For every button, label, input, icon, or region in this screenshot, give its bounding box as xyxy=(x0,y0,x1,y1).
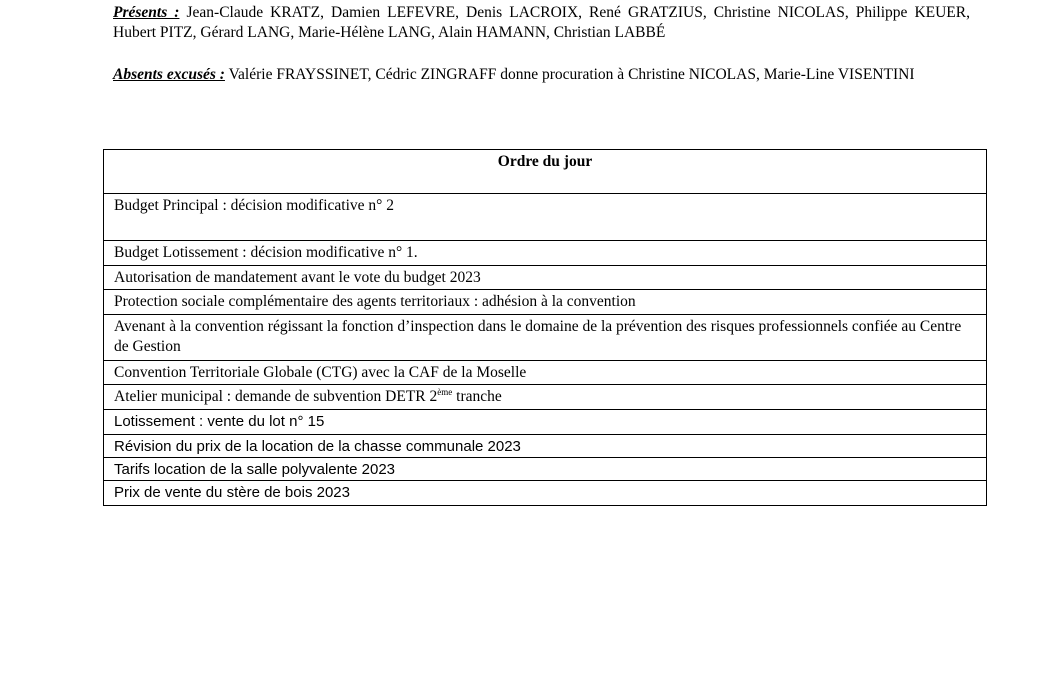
agenda-row xyxy=(104,290,987,315)
agenda-item-text: Atelier municipal : demande de subvention DETR 2 xyxy=(114,388,438,405)
agenda-row xyxy=(104,458,987,481)
agenda-row xyxy=(104,385,987,410)
agenda-item: Budget Lotissement : décision modificative n° 1. xyxy=(104,241,987,266)
agenda-row xyxy=(104,315,987,361)
agenda-item-text-end: tranche xyxy=(452,388,502,405)
agenda-header-row xyxy=(104,150,987,194)
agenda-row xyxy=(104,241,987,266)
attendees-present xyxy=(113,3,970,43)
agenda-header: Ordre du jour xyxy=(104,150,987,194)
absent-names: Valérie FRAYSSINET, Cédric ZINGRAFF donne procuration à Christine NICOLAS, Marie-Line VISENTINI xyxy=(228,66,915,83)
agenda-row xyxy=(104,435,987,458)
agenda-row xyxy=(104,410,987,435)
present-label: Présents : xyxy=(113,4,180,21)
attendees-absent xyxy=(113,65,970,85)
agenda-row xyxy=(104,194,987,241)
agenda-item: Tarifs location de la salle polyvalente 2023 xyxy=(104,458,987,481)
agenda-item: Autorisation de mandatement avant le vote du budget 2023 xyxy=(104,266,987,290)
agenda-item: Protection sociale complémentaire des agents territoriaux : adhésion à la convention xyxy=(104,290,987,315)
agenda-item: Révision du prix de la location de la chasse communale 2023 xyxy=(104,435,987,458)
ordinal-suffix: ème xyxy=(437,387,453,397)
agenda-table xyxy=(103,149,987,506)
agenda-row xyxy=(104,481,987,506)
agenda-item: Avenant à la convention régissant la fonction d’inspection dans le domaine de la prévention des risques professionnels confiée au Centre de Gestion xyxy=(104,315,987,361)
absent-label: Absents excusés : xyxy=(113,66,225,83)
agenda-item xyxy=(104,385,987,410)
agenda-item: Prix de vente du stère de bois 2023 xyxy=(104,481,987,506)
agenda-row xyxy=(104,361,987,385)
agenda-item: Budget Principal : décision modificative n° 2 xyxy=(104,194,987,241)
agenda-item: Convention Territoriale Globale (CTG) avec la CAF de la Moselle xyxy=(104,361,987,385)
agenda-item: Lotissement : vente du lot n° 15 xyxy=(104,410,987,435)
agenda-row xyxy=(104,266,987,290)
present-names: Jean-Claude KRATZ, Damien LEFEVRE, Denis LACROIX, René GRATZIUS, Christine NICOLAS, Philippe KEUER, Hubert PITZ, Gérard LANG, Marie-Hélène LANG, Alain HAMANN, Christian LABBÉ xyxy=(113,4,970,41)
